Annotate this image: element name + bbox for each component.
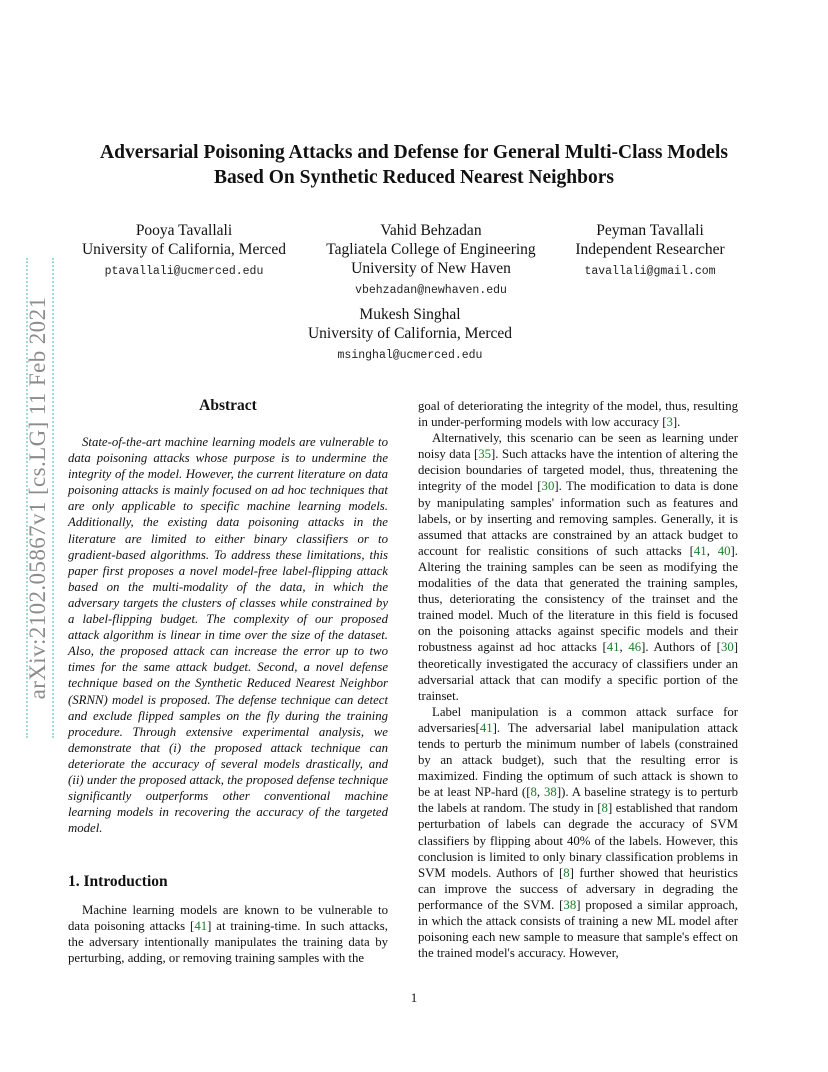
paragraph-2: Label manipulation is a common attack surface for adversaries[41]. The adversarial label manipulation attack tends to perturb the minimum number of labels (constrained by an attack budget), such that the resulting error is maximized. Finding the optimum of such attack is shown to be at least NP-hard ([8, 38]). A baseline strategy is to perturb the labels at random. The study in [8] established that random perturbation of labels can degrade the accuracy of SVM classifiers by flipping about 40% of the labels. However, this conclusion is limited to only binary classification problems in SVM models. Authors of [8] further showed that heuristics can improve the success of adversary in degrading the performance of the SVM. [38] proposed a similar approach, in which the attack consists of training a new ML model after poisoning each new sample to measure that sample's effect on the trained model's accuracy. However,	[418, 704, 739, 961]
citation-link[interactable]: 8	[530, 785, 537, 800]
author-name: Peyman Tavallali	[596, 222, 704, 239]
author-email[interactable]: vbehzadan@newhaven.edu	[355, 284, 507, 297]
author-affiliation-2: University of New Haven	[351, 260, 511, 277]
citation-link[interactable]: 30	[541, 479, 555, 494]
author-block-4	[280, 305, 540, 365]
abstract-heading: Abstract	[199, 397, 257, 414]
right-column	[418, 398, 738, 961]
author-affiliation: University of California, Merced	[81, 241, 287, 258]
paragraph-0: goal of deteriorating the integrity of the model, thus, resulting in under-performing models with low accuracy [3].	[418, 399, 738, 430]
citation-link[interactable]: 8	[563, 865, 570, 880]
intro-paragraph: Machine learning models are known to be vulnerable to data poisoning attacks [41] at training-time. In such attacks, the adversary intentionally manipulates the training data by perturbing, adding, or removing training samples with the	[68, 903, 388, 966]
paragraph-1: Alternatively, this scenario can be seen as learning under noisy data [35]. Such attacks have the intention of altering the decision boundaries of targeted model, thus, threatening the integrity of the model [30]. The modification to data is done by manipulating samples' information such as features and labels, or by inserting and removing samples. Generally, it is assumed that attacks are constrained by an attack budget to account for realistic consitions of such attacks [41, 40]. Altering the training samples can be seen as modifying the modalities of the data that generated the training samples, thus, deteriorating the consistency of the trainset and the trained model. Much of the literature in this field is focused on the poisoning attacks against specific models and their robustness against ad hoc attacks [41, 46]. Authors of [30] theoretically investigated the accuracy of classifiers under an adversarial attack that can modify a specific portion of the trainset.	[418, 431, 738, 703]
author-name: Vahid Behzadan	[380, 222, 482, 239]
citation-link[interactable]: 38	[544, 785, 557, 800]
citation-link[interactable]: 46	[628, 640, 642, 655]
citation-link[interactable]: 41	[479, 720, 493, 735]
intro-heading: 1. Introduction	[68, 873, 168, 890]
paper-title	[40, 140, 788, 190]
author-email[interactable]: tavallali@gmail.com	[584, 265, 716, 278]
author-block-1	[68, 221, 300, 281]
author-affiliation: Independent Researcher	[575, 241, 725, 258]
author-affiliation: Tagliatela College of Engineering	[326, 241, 536, 258]
page-number: 1	[410, 990, 418, 1005]
citation-link[interactable]: 41	[606, 640, 620, 655]
citation-link[interactable]: 38	[563, 897, 577, 912]
author-affiliation: University of California, Merced	[307, 325, 513, 342]
author-email[interactable]: msinghal@ucmerced.edu	[337, 349, 483, 362]
watermark-text: arXiv:2102.05867v1 [cs.LG] 11 Feb 2021	[25, 296, 50, 700]
title-line-1: Adversarial Poisoning Attacks and Defense for General Multi-Class Models	[100, 142, 728, 163]
author-email[interactable]: ptavallali@ucmerced.edu	[104, 265, 264, 278]
citation-link[interactable]: 41	[194, 919, 208, 934]
citation-link[interactable]: 3	[666, 415, 673, 430]
author-name: Pooya Tavallali	[135, 222, 233, 239]
citation-link[interactable]: 41	[693, 543, 707, 558]
author-block-3	[560, 221, 740, 281]
citation-link[interactable]: 35	[478, 447, 492, 462]
author-block-2	[306, 221, 556, 300]
citation-link[interactable]: 40	[717, 543, 731, 558]
abstract-text: State-of-the-art machine learning models are vulnerable to data poisoning attacks whose purpose is to undermine the integrity of the model. However, the current literature on data poisoning attacks is mainly focused on ad hoc techniques that are only applicable to specific machine learning models. Additionally, the existing data poisoning attacks in the literature are limited to either binary classifiers or to gradient-based algorithms. To address these limitations, this paper first proposes a novel model-free label-flipping attack based on the multi-modality of the data, in which the adversary targets the clusters of classes while constrained by a label-flipping budget. The complexity of our proposed attack algorithm is linear in time over the size of the dataset. Also, the proposed attack can increase the error up to two times for the same attack budget. Second, a novel defense technique based on the Synthetic Reduced Nearest Neighbor (SRNN) model is proposed. The defense technique can detect and exclude flipped samples on the fly during the training procedure. Through extensive experimental analysis, we demonstrate that (i) the proposed attack technique can deteriorate the accuracy of several models drastically, and (ii) under the proposed attack, the proposed defense technique significantly outperforms other conventional machine learning models in recovering the accuracy of the targeted model.	[68, 435, 388, 836]
author-name: Mukesh Singhal	[359, 306, 461, 323]
citation-link[interactable]: 30	[720, 640, 734, 655]
title-line-2: Based On Synthetic Reduced Nearest Neighbors	[214, 167, 614, 188]
arxiv-watermark	[4, 258, 64, 738]
citation-link[interactable]: 8	[601, 801, 608, 816]
